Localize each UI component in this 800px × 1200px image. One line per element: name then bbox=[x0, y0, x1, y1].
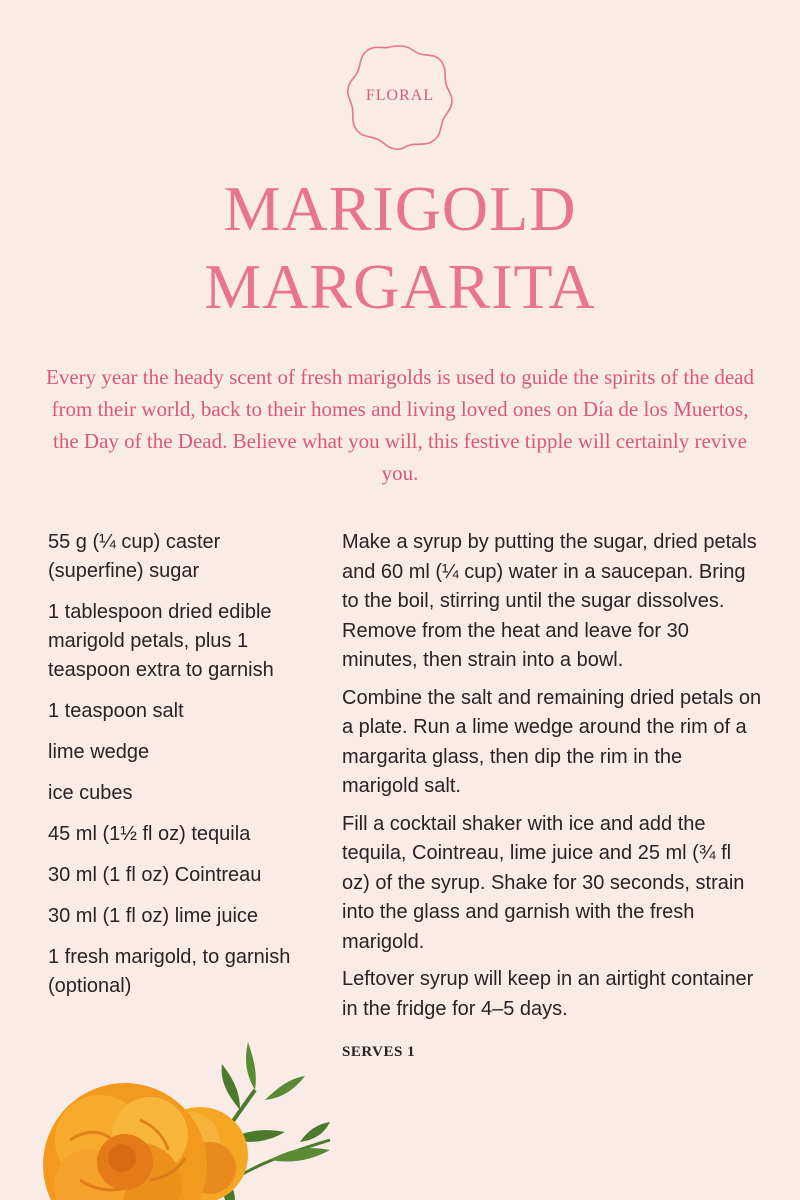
title-line-2: MARGARITA bbox=[204, 251, 596, 322]
category-badge bbox=[340, 36, 460, 156]
ingredient-item: 45 ml (1½ fl oz) tequila bbox=[48, 823, 251, 845]
ingredient-list bbox=[48, 528, 318, 1013]
title-line-1: MARIGOLD bbox=[223, 173, 577, 244]
ingredient-item: 1 fresh marigold, to garnish (optional) bbox=[48, 946, 291, 997]
ingredient-item: ice cubes bbox=[48, 782, 133, 804]
ingredient-item: 55 g (¼ cup) caster (superfine) sugar bbox=[48, 531, 221, 582]
method-step: Make a syrup by putting the sugar, dried petals and 60 ml (¼ cup) water in a saucepan. Bring to the boil, stirring until the sugar dissolves. Remove from the heat and leave for 30 minutes, then strain into a bowl. bbox=[342, 531, 757, 671]
ingredient-item: 30 ml (1 fl oz) Cointreau bbox=[48, 864, 262, 886]
marigold-flower-icon bbox=[30, 1030, 360, 1200]
method-step: Fill a cocktail shaker with ice and add the tequila, Cointreau, lime juice and 25 ml (¾ fl oz) of the syrup. Shake for 30 seconds, strain into the glass and garnish with the fresh marigold. bbox=[342, 812, 745, 953]
method-section bbox=[342, 528, 762, 1068]
badge-label: FLORAL bbox=[365, 87, 435, 104]
intro-paragraph: Every year the heady scent of fresh marigolds is used to guide the spirits of the dead from their world, back to their homes and living loved ones on Día de los Muertos, the Day of the Dead. Believe what you will, this festive tipple will certainly revive you. bbox=[46, 365, 754, 485]
ingredient-item: 30 ml (1 fl oz) lime juice bbox=[48, 905, 259, 927]
ingredient-item: lime wedge bbox=[48, 741, 150, 763]
ingredient-item: 1 tablespoon dried edible marigold petals, plus 1 teaspoon extra to garnish bbox=[48, 601, 274, 681]
ingredient-item: 1 teaspoon salt bbox=[48, 700, 184, 722]
method-step: Combine the salt and remaining dried petals on a plate. Run a lime wedge around the rim of a margarita glass, then dip the rim in the marigold salt. bbox=[342, 686, 762, 797]
method-step: Leftover syrup will keep in an airtight container in the fridge for 4–5 days. bbox=[342, 968, 754, 1020]
serves-label: SERVES 1 bbox=[342, 1044, 416, 1060]
recipe-title bbox=[0, 170, 800, 326]
